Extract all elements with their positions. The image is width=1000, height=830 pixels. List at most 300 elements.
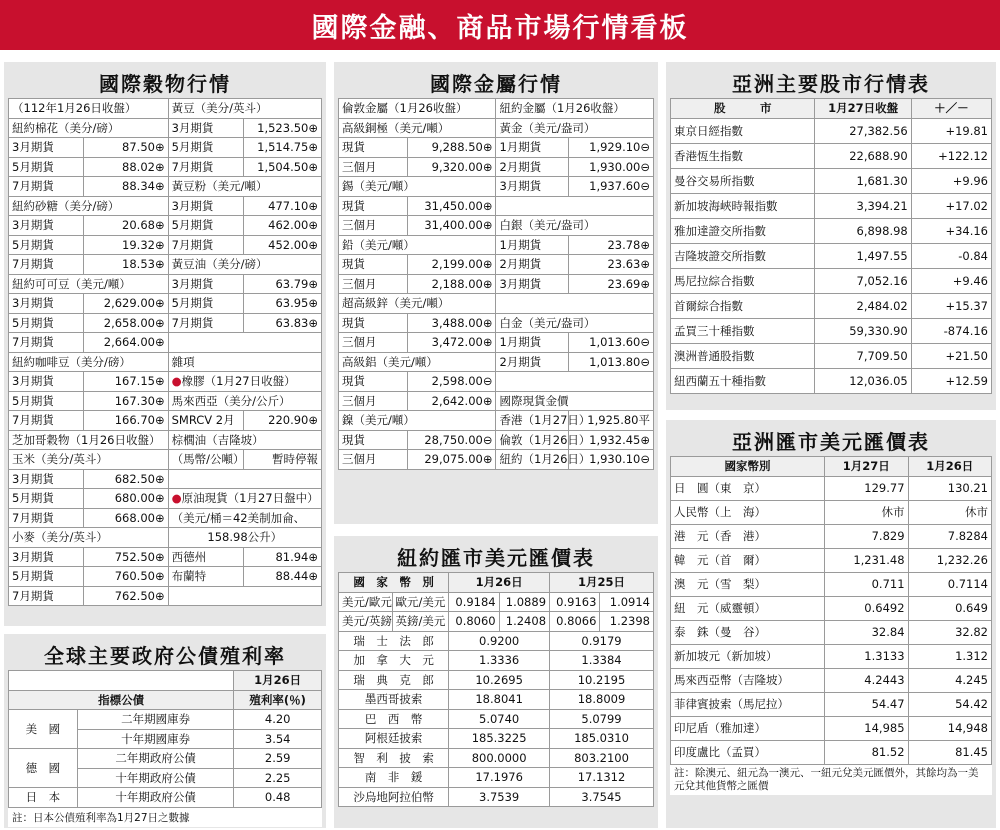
ny-fx-header-currency: 國 家 幣 別 <box>339 573 449 593</box>
grains-value-cell: 1,523.50⊕ <box>243 118 321 138</box>
grains-label-cell: 7月期貨 <box>9 411 84 431</box>
ny-fx-value-cell: 0.9179 <box>550 631 654 651</box>
metals-label-cell <box>496 196 654 216</box>
grains-row <box>9 372 322 392</box>
metals-label-cell: 現貨 <box>339 138 408 158</box>
metals-value-cell: 9,320.00⊕ <box>408 157 496 177</box>
grains-label-cell: 7月期貨 <box>9 255 84 275</box>
asia-fx-value-cell: 54.47 <box>825 692 908 716</box>
metals-row <box>339 274 654 294</box>
bonds-row <box>9 710 322 730</box>
bonds-name-cell: 十年期政府公債 <box>77 788 234 808</box>
grains-label-cell: 5月期貨 <box>168 294 243 314</box>
metals-row <box>339 313 654 333</box>
metals-row <box>339 235 654 255</box>
asia-fx-row <box>671 524 992 548</box>
asia-stocks-value-cell: 59,330.90 <box>815 318 911 343</box>
asia-stocks-table <box>670 98 992 394</box>
metals-label-cell: 倫敦金屬（1月26收盤） <box>339 99 496 119</box>
metals-label-cell: 現貨 <box>339 372 408 392</box>
metals-label-cell: 香港（1月27日） <box>496 411 568 431</box>
ny-fx-currency-cell: 瑞 典 克 郎 <box>339 670 449 690</box>
grains-value-cell: 668.00⊕ <box>84 508 169 528</box>
asia-fx-header-date1: 1月27日 <box>825 457 908 477</box>
ny-fx-row <box>339 690 654 710</box>
asia-fx-value-cell: 0.6492 <box>825 596 908 620</box>
grains-value-cell: 87.50⊕ <box>84 138 169 158</box>
metals-row <box>339 177 654 197</box>
asia-stocks-value-cell: +9.46 <box>911 268 991 293</box>
metals-value-cell: 9,288.50⊕ <box>408 138 496 158</box>
ny-fx-header-date1: 1月26日 <box>449 573 550 593</box>
asia-stocks-name-cell: 紐西蘭五十種指數 <box>671 368 815 393</box>
metals-label-cell: 白金（美元/盎司） <box>496 313 654 333</box>
asia-stocks-row <box>671 293 992 318</box>
ny-fx-table <box>338 572 654 807</box>
asia-stocks-header-close: 1月27日收盤 <box>815 99 911 119</box>
ny-fx-currency-cell: 沙烏地阿拉伯幣 <box>339 787 449 807</box>
metals-row <box>339 450 654 470</box>
ny-fx-row <box>339 787 654 807</box>
grains-value-cell: 2,658.00⊕ <box>84 313 169 333</box>
metals-label-cell: 2月期貨 <box>496 157 568 177</box>
metals-value-cell: 1,925.80平 <box>568 411 653 431</box>
grains-label-cell: 芝加哥穀物（1月26日收盤） <box>9 430 169 450</box>
asia-stocks-row <box>671 193 992 218</box>
grains-row <box>9 196 322 216</box>
metals-label-cell: 三個月 <box>339 391 408 411</box>
metals-label-cell: 1月期貨 <box>496 333 568 353</box>
metals-label-cell: 超高級鋅（美元/噸） <box>339 294 496 314</box>
metals-label-cell: 1月期貨 <box>496 138 568 158</box>
bonds-date: 1月26日 <box>234 671 322 691</box>
grains-label-cell: SMRCV 2月 <box>168 411 243 431</box>
metals-row <box>339 255 654 275</box>
grains-label-cell <box>168 372 321 392</box>
ny-fx-value-cell: 5.0799 <box>550 709 654 729</box>
asia-stocks-value-cell: +12.59 <box>911 368 991 393</box>
asia-stocks-row <box>671 343 992 368</box>
asia-fx-value-cell: 7.829 <box>825 524 908 548</box>
metals-table <box>338 98 654 470</box>
grains-row <box>9 138 322 158</box>
asia-stocks-header-change: ＋／－ <box>911 99 991 119</box>
grains-value-cell: 760.50⊕ <box>84 567 169 587</box>
grains-panel <box>4 62 326 626</box>
grains-label-cell: 雜項 <box>168 352 321 372</box>
metals-label-cell <box>496 294 654 314</box>
grains-label-cell: （美元/桶＝42美制加侖、 <box>168 508 321 528</box>
metals-row <box>339 333 654 353</box>
grains-label-cell: 7月期貨 <box>9 508 84 528</box>
asia-fx-row <box>671 548 992 572</box>
asia-fx-value-cell: 32.84 <box>825 620 908 644</box>
grains-label-cell: 5月期貨 <box>9 489 84 509</box>
grains-value-cell: 20.68⊕ <box>84 216 169 236</box>
grains-value-cell: 1,504.50⊕ <box>243 157 321 177</box>
grains-value-cell: 81.94⊕ <box>243 547 321 567</box>
grains-label-cell: 紐約砂糖（美分/磅） <box>9 196 169 216</box>
grains-label-cell: 3月期貨 <box>9 216 84 236</box>
asia-fx-value-cell: 4.2443 <box>825 668 908 692</box>
asia-stocks-value-cell: +21.50 <box>911 343 991 368</box>
metals-label-cell: 現貨 <box>339 255 408 275</box>
asia-fx-value-cell: 4.245 <box>908 668 991 692</box>
metals-label-cell: 2月期貨 <box>496 352 568 372</box>
grains-label-cell: 3月期貨 <box>168 118 243 138</box>
grains-row <box>9 274 322 294</box>
grains-row <box>9 586 322 606</box>
grains-value-cell: 2,629.00⊕ <box>84 294 169 314</box>
metals-value-cell: 23.69⊕ <box>568 274 653 294</box>
grains-label-cell: 5月期貨 <box>168 216 243 236</box>
asia-fx-title: 亞洲匯市美元匯價表 <box>732 429 930 454</box>
bonds-value-cell: 2.25 <box>234 768 322 788</box>
grains-label-cell: 3月期貨 <box>168 274 243 294</box>
asia-stocks-name-cell: 孟買三十種指數 <box>671 318 815 343</box>
asia-stocks-name-cell: 曼谷交易所指數 <box>671 168 815 193</box>
asia-fx-name-cell: 港 元（香 港） <box>671 524 825 548</box>
ny-fx-row <box>339 651 654 671</box>
grains-row <box>9 216 322 236</box>
asia-fx-name-cell: 印尼盾（雅加達） <box>671 716 825 740</box>
asia-fx-name-cell: 印度盧比（孟買） <box>671 740 825 764</box>
grains-label-cell: 布蘭特 <box>168 567 243 587</box>
asia-fx-name-cell: 澳 元（雪 梨） <box>671 572 825 596</box>
metals-row <box>339 216 654 236</box>
metals-label-cell: 1月期貨 <box>496 235 568 255</box>
ny-fx-value-cell: 3.7545 <box>550 787 654 807</box>
asia-fx-note: 註：除澳元、紐元為一澳元、一紐元兌美元匯價外，其餘均為一美元兌其他貨幣之匯價 <box>670 765 992 795</box>
grains-row <box>9 469 322 489</box>
asia-fx-value-cell: 1,231.48 <box>825 548 908 572</box>
grains-label-cell: 小麥（美分/英斗） <box>9 528 169 548</box>
grains-row <box>9 235 322 255</box>
asia-stocks-value-cell: 12,036.05 <box>815 368 911 393</box>
ny-fx-value-cell: 0.8066 <box>550 612 600 632</box>
asia-fx-value-cell: 1,232.26 <box>908 548 991 572</box>
grains-title: 國際穀物行情 <box>99 71 231 96</box>
grains-value-cell: 19.32⊕ <box>84 235 169 255</box>
metals-value-cell: 3,472.00⊕ <box>408 333 496 353</box>
grains-value-cell: 1,514.75⊕ <box>243 138 321 158</box>
ny-fx-pair-cell: 英鎊/美元 <box>392 612 449 632</box>
metals-value-cell: 2,188.00⊕ <box>408 274 496 294</box>
ny-fx-value-cell: 18.8041 <box>449 690 550 710</box>
metals-value-cell: 1,929.10⊖ <box>568 138 653 158</box>
bonds-country-cell: 美 國 <box>9 710 78 749</box>
grains-row <box>9 391 322 411</box>
metals-value-cell: 2,199.00⊕ <box>408 255 496 275</box>
grains-label-cell <box>168 469 321 489</box>
grains-value-cell: 682.50⊕ <box>84 469 169 489</box>
asia-stocks-row <box>671 168 992 193</box>
grains-label-cell: 3月期貨 <box>9 469 84 489</box>
metals-label-cell: 國際現貨金價 <box>496 391 654 411</box>
ny-fx-currency-cell: 墨西哥披索 <box>339 690 449 710</box>
grains-row <box>9 177 322 197</box>
grains-value-cell: 452.00⊕ <box>243 235 321 255</box>
metals-label-cell: 高級銅極（美元/噸） <box>339 118 496 138</box>
grains-label-cell: 黃豆油（美分/磅） <box>168 255 321 275</box>
asia-stocks-row <box>671 318 992 343</box>
asia-fx-value-cell: 14,948 <box>908 716 991 740</box>
asia-fx-value-cell: 休市 <box>825 500 908 524</box>
ny-fx-currency-cell: 智 利 披 索 <box>339 748 449 768</box>
bonds-name-cell: 二年期國庫券 <box>77 710 234 730</box>
asia-fx-header-date2: 1月26日 <box>908 457 991 477</box>
ny-fx-value-cell: 1.3336 <box>449 651 550 671</box>
asia-fx-value-cell: 0.7114 <box>908 572 991 596</box>
metals-label-cell: 黃金（美元/盎司） <box>496 118 654 138</box>
metals-label-cell: 錫（美元/噸） <box>339 177 496 197</box>
ny-fx-currency-cell: 阿根廷披索 <box>339 729 449 749</box>
asia-stocks-value-cell: +34.16 <box>911 218 991 243</box>
ny-fx-value-cell: 1.2398 <box>600 612 654 632</box>
metals-label-cell: 三個月 <box>339 157 408 177</box>
grains-label-cell: 3月期貨 <box>9 294 84 314</box>
bonds-panel <box>4 634 326 828</box>
asia-stocks-value-cell: +19.81 <box>911 118 991 143</box>
ny-fx-value-cell: 1.0914 <box>600 592 654 612</box>
grains-label-cell: 158.98公升） <box>168 528 321 548</box>
metals-label-cell: 現貨 <box>339 313 408 333</box>
metals-label-cell: 鎳（美元/噸） <box>339 411 496 431</box>
metals-value-cell: 1,013.80⊖ <box>568 352 653 372</box>
grains-label-cell: 棕櫚油（吉隆坡） <box>168 430 321 450</box>
grains-label-cell <box>168 333 321 353</box>
grains-label-cell: 7月期貨 <box>168 313 243 333</box>
metals-value-cell: 1,013.60⊖ <box>568 333 653 353</box>
metals-label-cell: 現貨 <box>339 196 408 216</box>
grains-row <box>9 313 322 333</box>
metals-label-cell: 2月期貨 <box>496 255 568 275</box>
grains-label-cell: （馬幣/公噸） <box>168 450 243 470</box>
ny-fx-row <box>339 748 654 768</box>
metals-value-cell: 29,075.00⊕ <box>408 450 496 470</box>
grains-label-cell: 5月期貨 <box>9 157 84 177</box>
asia-fx-name-cell: 馬來西亞幣（吉隆坡） <box>671 668 825 692</box>
asia-stocks-row <box>671 268 992 293</box>
bonds-name-cell: 十年期國庫券 <box>77 729 234 749</box>
asia-stocks-value-cell: 27,382.56 <box>815 118 911 143</box>
metals-label-cell: 3月期貨 <box>496 177 568 197</box>
bullet-dot-icon: ● <box>171 374 182 389</box>
ny-fx-value-cell: 185.3225 <box>449 729 550 749</box>
bonds-value-cell: 3.54 <box>234 729 322 749</box>
asia-fx-row <box>671 716 992 740</box>
grains-label-cell: 5月期貨 <box>168 138 243 158</box>
metals-row <box>339 411 654 431</box>
grains-row <box>9 99 322 119</box>
metals-row <box>339 118 654 138</box>
asia-fx-row <box>671 740 992 764</box>
bonds-row <box>9 749 322 769</box>
asia-fx-value-cell: 130.21 <box>908 476 991 500</box>
asia-fx-table <box>670 456 992 765</box>
bonds-row <box>9 788 322 808</box>
metals-label-cell: 現貨 <box>339 430 408 450</box>
asia-fx-row <box>671 500 992 524</box>
ny-fx-pair-cell: 美元/英鎊 <box>339 612 393 632</box>
grains-row <box>9 489 322 509</box>
metals-label-cell: 白銀（美元/盎司） <box>496 216 654 236</box>
metals-label-cell: 3月期貨 <box>496 274 568 294</box>
grains-label-cell: 5月期貨 <box>9 567 84 587</box>
metals-label-cell: 鉛（美元/噸） <box>339 235 496 255</box>
asia-fx-row <box>671 668 992 692</box>
asia-fx-name-cell: 新加坡元（新加坡） <box>671 644 825 668</box>
asia-fx-value-cell: 81.45 <box>908 740 991 764</box>
metals-row <box>339 157 654 177</box>
grains-label-cell: 5月期貨 <box>9 235 84 255</box>
metals-label-cell: 三個月 <box>339 216 408 236</box>
metals-row <box>339 138 654 158</box>
bonds-table <box>8 670 322 808</box>
grains-label-cell: （112年1月26日收盤） <box>9 99 169 119</box>
metals-title: 國際金屬行情 <box>430 71 562 96</box>
asia-stocks-row <box>671 143 992 168</box>
grains-label-cell: 馬來西亞（美分/公斤） <box>168 391 321 411</box>
grains-row <box>9 352 322 372</box>
asia-fx-value-cell: 1.312 <box>908 644 991 668</box>
ny-fx-row <box>339 709 654 729</box>
metals-label-cell: 倫敦（1月26日） <box>496 430 568 450</box>
grains-value-cell: 63.95⊕ <box>243 294 321 314</box>
bonds-value-cell: 2.59 <box>234 749 322 769</box>
metals-row <box>339 99 654 119</box>
grains-value-cell: 166.70⊕ <box>84 411 169 431</box>
asia-fx-row <box>671 644 992 668</box>
bonds-value-cell: 0.48 <box>234 788 322 808</box>
ny-fx-pair-cell: 歐元/美元 <box>392 592 449 612</box>
asia-stocks-value-cell: 3,394.21 <box>815 193 911 218</box>
ny-fx-value-cell: 10.2195 <box>550 670 654 690</box>
asia-stocks-value-cell: -874.16 <box>911 318 991 343</box>
ny-fx-header-date2: 1月25日 <box>550 573 654 593</box>
asia-stocks-name-cell: 澳洲普通股指數 <box>671 343 815 368</box>
asia-fx-value-cell: 129.77 <box>825 476 908 500</box>
metals-value-cell: 28,750.00⊖ <box>408 430 496 450</box>
grains-label-cell: 3月期貨 <box>9 547 84 567</box>
grains-value-cell: 462.00⊕ <box>243 216 321 236</box>
asia-stocks-header-market: 股 市 <box>671 99 815 119</box>
bonds-name-cell: 十年期政府公債 <box>77 768 234 788</box>
bullet-label: 橡膠（1月27日收盤） <box>181 374 296 389</box>
grains-value-cell: 167.15⊕ <box>84 372 169 392</box>
asia-stocks-panel <box>666 62 996 410</box>
asia-stocks-value-cell: 7,052.16 <box>815 268 911 293</box>
ny-fx-row <box>339 729 654 749</box>
bullet-dot-icon: ● <box>171 491 182 506</box>
metals-row <box>339 430 654 450</box>
metals-label-cell: 高級鋁（美元/噸） <box>339 352 496 372</box>
grains-row <box>9 118 322 138</box>
asia-stocks-name-cell: 吉隆坡證交所指數 <box>671 243 815 268</box>
grains-row <box>9 157 322 177</box>
metals-row <box>339 391 654 411</box>
grains-label-cell: 西德州 <box>168 547 243 567</box>
asia-fx-name-cell: 日 圓（東 京） <box>671 476 825 500</box>
metals-value-cell: 23.63⊕ <box>568 255 653 275</box>
asia-stocks-value-cell: 1,497.55 <box>815 243 911 268</box>
metals-value-cell: 1,932.45⊕ <box>568 430 653 450</box>
grains-row <box>9 528 322 548</box>
grains-label-cell: 紐約咖啡豆（美分/磅） <box>9 352 169 372</box>
grains-label-cell: 7月期貨 <box>168 235 243 255</box>
grains-label-cell: 黃豆（美分/英斗） <box>168 99 321 119</box>
ny-fx-pair-cell: 美元/歐元 <box>339 592 393 612</box>
asia-stocks-value-cell: 22,688.90 <box>815 143 911 168</box>
asia-fx-value-cell: 7.8284 <box>908 524 991 548</box>
bonds-country-cell: 日 本 <box>9 788 78 808</box>
bonds-col-label: 指標公債 <box>9 690 234 710</box>
ny-fx-value-cell: 0.9200 <box>449 631 550 651</box>
grains-label-cell <box>168 489 321 509</box>
asia-stocks-name-cell: 香港恆生指數 <box>671 143 815 168</box>
asia-fx-header-currency: 國家幣別 <box>671 457 825 477</box>
grains-label-cell: 7月期貨 <box>9 333 84 353</box>
ny-fx-value-cell: 10.2695 <box>449 670 550 690</box>
asia-fx-value-cell: 1.3133 <box>825 644 908 668</box>
asia-fx-value-cell: 14,985 <box>825 716 908 740</box>
metals-label-cell: 紐約金屬（1月26收盤） <box>496 99 654 119</box>
asia-fx-row <box>671 476 992 500</box>
metals-value-cell: 23.78⊕ <box>568 235 653 255</box>
asia-fx-row <box>671 572 992 596</box>
ny-fx-cross-row <box>339 612 654 632</box>
grains-value-cell: 762.50⊕ <box>84 586 169 606</box>
bullet-label: 原油現貨（1月27日盤中） <box>181 491 319 506</box>
grains-value-cell: 88.44⊕ <box>243 567 321 587</box>
metals-value-cell: 1,937.60⊖ <box>568 177 653 197</box>
asia-stocks-name-cell: 新加坡海峽時報指數 <box>671 193 815 218</box>
metals-row <box>339 352 654 372</box>
grains-label-cell <box>168 586 321 606</box>
grains-value-cell: 752.50⊕ <box>84 547 169 567</box>
grains-value-cell: 220.90⊕ <box>243 411 321 431</box>
ny-fx-row <box>339 670 654 690</box>
asia-fx-name-cell: 韓 元（首 爾） <box>671 548 825 572</box>
bonds-title: 全球主要政府公債殖利率 <box>44 643 286 668</box>
asia-stocks-name-cell: 馬尼拉綜合指數 <box>671 268 815 293</box>
grains-row <box>9 294 322 314</box>
asia-fx-value-cell: 54.42 <box>908 692 991 716</box>
ny-fx-value-cell: 1.0889 <box>499 592 549 612</box>
bonds-name-cell: 二年期政府公債 <box>77 749 234 769</box>
asia-stocks-title: 亞洲主要股市行情表 <box>732 71 930 96</box>
asia-stocks-value-cell: 2,484.02 <box>815 293 911 318</box>
grains-value-cell: 88.34⊕ <box>84 177 169 197</box>
asia-stocks-row <box>671 218 992 243</box>
ny-fx-value-cell: 3.7539 <box>449 787 550 807</box>
ny-fx-value-cell: 17.1312 <box>550 768 654 788</box>
ny-fx-row <box>339 631 654 651</box>
grains-value-cell: 477.10⊕ <box>243 196 321 216</box>
ny-fx-value-cell: 0.9184 <box>449 592 499 612</box>
grains-label-cell: 3月期貨 <box>9 138 84 158</box>
grains-label-cell: 3月期貨 <box>9 372 84 392</box>
bonds-country-cell: 德 國 <box>9 749 78 788</box>
grains-row <box>9 567 322 587</box>
ny-fx-currency-cell: 瑞 士 法 郎 <box>339 631 449 651</box>
asia-fx-value-cell: 0.649 <box>908 596 991 620</box>
grains-label-cell: 7月期貨 <box>168 157 243 177</box>
grains-row <box>9 333 322 353</box>
grains-label-cell: 玉米（美分/英斗） <box>9 450 169 470</box>
ny-fx-value-cell: 0.9163 <box>550 592 600 612</box>
metals-label-cell: 三個月 <box>339 450 408 470</box>
